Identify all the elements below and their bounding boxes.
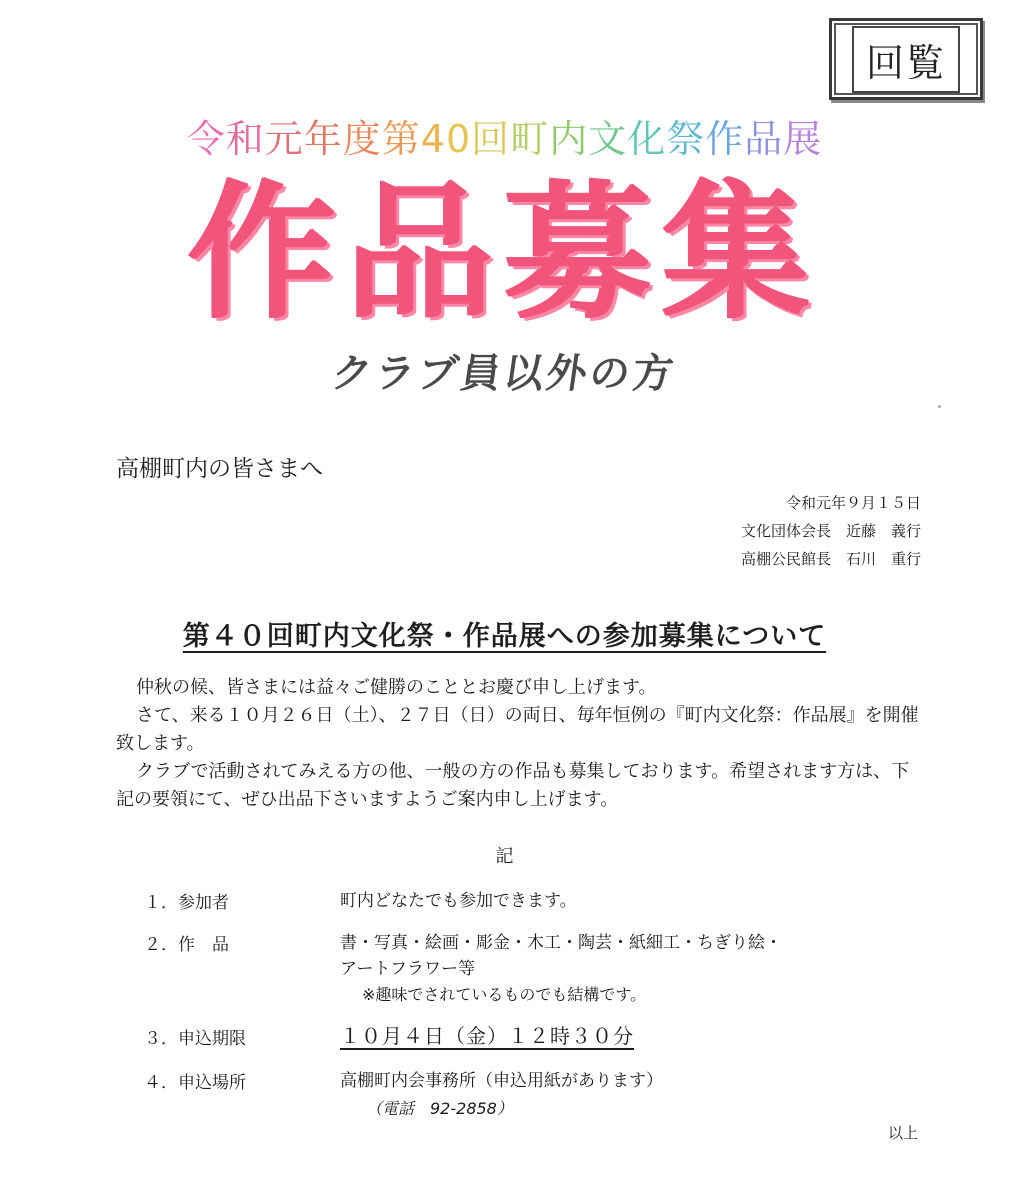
subtitle-char: 0 [445,117,472,161]
subtitle-char: 第 [381,117,421,161]
subtitle-char: 度 [342,117,382,161]
subtitle-char: 元 [264,117,304,161]
event-paragraph: さて、来る１０月２６日（土）、２７日（日）の両日、毎年恒例の『町内文化祭：作品展』を開催致します。 [116,705,919,754]
event-subtitle [0,108,1009,164]
stamp-text: 回覧 [852,26,960,93]
document-title: 第４０回町内文化祭・作品展への参加募集について [182,621,827,652]
scan-speck [938,405,941,408]
sender-line-1: 文化団体会長 近藤 義行 [740,522,921,540]
works-value-2: アートフラワー等 [340,959,475,979]
subtitle-char: 4 [420,117,446,161]
circulation-stamp [829,18,983,100]
subtitle-char: 回 [471,117,511,161]
headline: 作品募集 [188,167,821,339]
subtitle-char: 年 [303,117,343,161]
issue-date: 令和元年９月１５日 [785,494,921,512]
subtitle-char: 令 [186,117,226,161]
subtitle-char: 文 [588,117,628,161]
subtitle-char: 化 [627,117,667,161]
participants-value: 町内どなたでも参加できます。 [340,891,577,911]
place-value: 高棚町内会事務所（申込用紙があります） [340,1071,663,1091]
audience-banner: クラブ員以外の方 [328,351,679,397]
deadline-label: ３．申込期限 [144,1029,246,1049]
deadline-value: １０月４日（金）１２時３０分 [340,1024,634,1048]
sender-line-2: 高棚公民館長 石川 重行 [740,550,921,568]
subtitle-char: 内 [549,117,589,161]
closing-mark: 以上 [888,1124,919,1142]
addressee: 高棚町内の皆さまへ [116,456,323,482]
notes-heading: 記 [495,846,514,867]
subtitle-char: 和 [225,117,265,161]
subtitle-char: 作 [705,117,745,161]
phone-number: （電話 92-2858） [366,1099,513,1118]
subtitle-char: 町 [510,117,550,161]
works-label: ２．作 品 [144,935,229,955]
subtitle-char: 展 [783,117,823,161]
subtitle-char: 品 [744,117,784,161]
greeting-paragraph: 仲秋の候、皆さまには益々ご健勝のこととお慶び申し上げます。 [136,677,657,698]
place-label: ４．申込場所 [144,1073,246,1093]
subtitle-char: 祭 [666,117,706,161]
works-value-1: 書・写真・絵画・彫金・木工・陶芸・紙細工・ちぎり絵・ [340,933,782,953]
participants-label: １．参加者 [144,893,229,913]
works-note: ※趣味でされているものでも結構です。 [362,985,647,1004]
invitation-paragraph: クラブで活動されてみえる方の他、一般の方の作品も募集しております。希望されます方は、下記の要領にて、ぜひ出品下さいますようご案内申し上げます。 [116,761,910,810]
